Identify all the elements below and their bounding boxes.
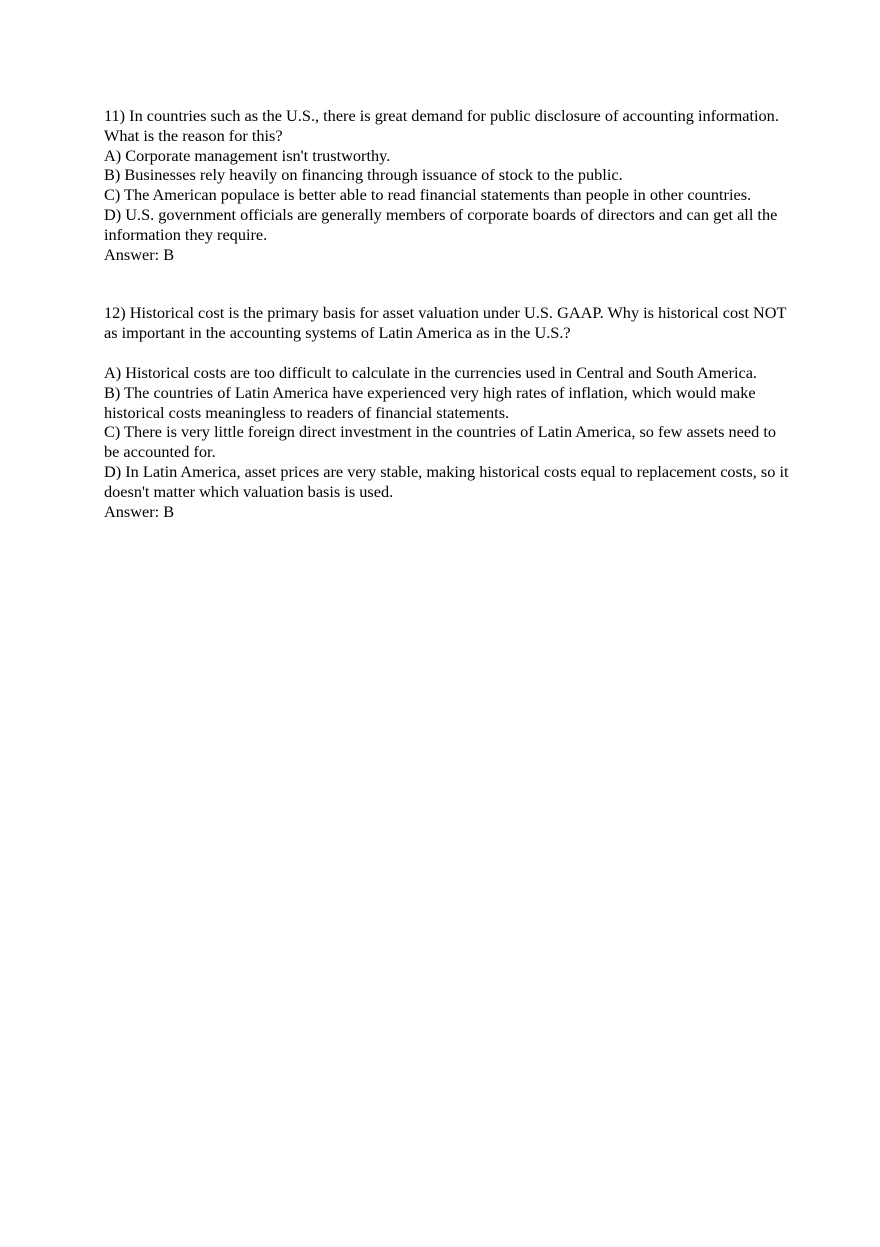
option-a: A) Corporate management isn't trustworthy. — [104, 145, 391, 165]
answer-key: Answer: B — [104, 244, 175, 264]
answer-options — [104, 363, 794, 502]
answer-key: Answer: B — [104, 501, 175, 521]
answer-options — [104, 146, 794, 245]
option-a: A) Historical costs are too difficult to calculate in the currencies used in Central and South America. — [104, 362, 758, 382]
question-12 — [104, 303, 794, 521]
option-d: D) U.S. government officials are generally members of corporate boards of directors and can get all the information they require. — [104, 204, 778, 244]
option-c: C) The American populace is better able to read financial statements than people in other countries. — [104, 185, 752, 205]
question-stem: 11) In countries such as the U.S., there is great demand for public disclosure of accounting information. What is the reason for this? — [104, 106, 779, 145]
document-page — [104, 106, 794, 521]
option-b: B) The countries of Latin America have experienced very high rates of inflation, which would make historical costs meaningless to readers of financial statements. — [104, 382, 756, 422]
option-c: C) There is very little foreign direct investment in the countries of Latin America, so few assets need to be accounted for. — [104, 422, 777, 462]
option-d: D) In Latin America, asset prices are very stable, making historical costs equal to replacement costs, so it doesn't matter which valuation basis is used. — [104, 461, 789, 501]
question-11 — [104, 106, 794, 264]
question-stem: 12) Historical cost is the primary basis for asset valuation under U.S. GAAP. Why is historical cost NOT as important in the accounting systems of Latin America as in the U.S.? — [104, 303, 787, 343]
option-b: B) Businesses rely heavily on financing through issuance of stock to the public. — [104, 165, 623, 185]
